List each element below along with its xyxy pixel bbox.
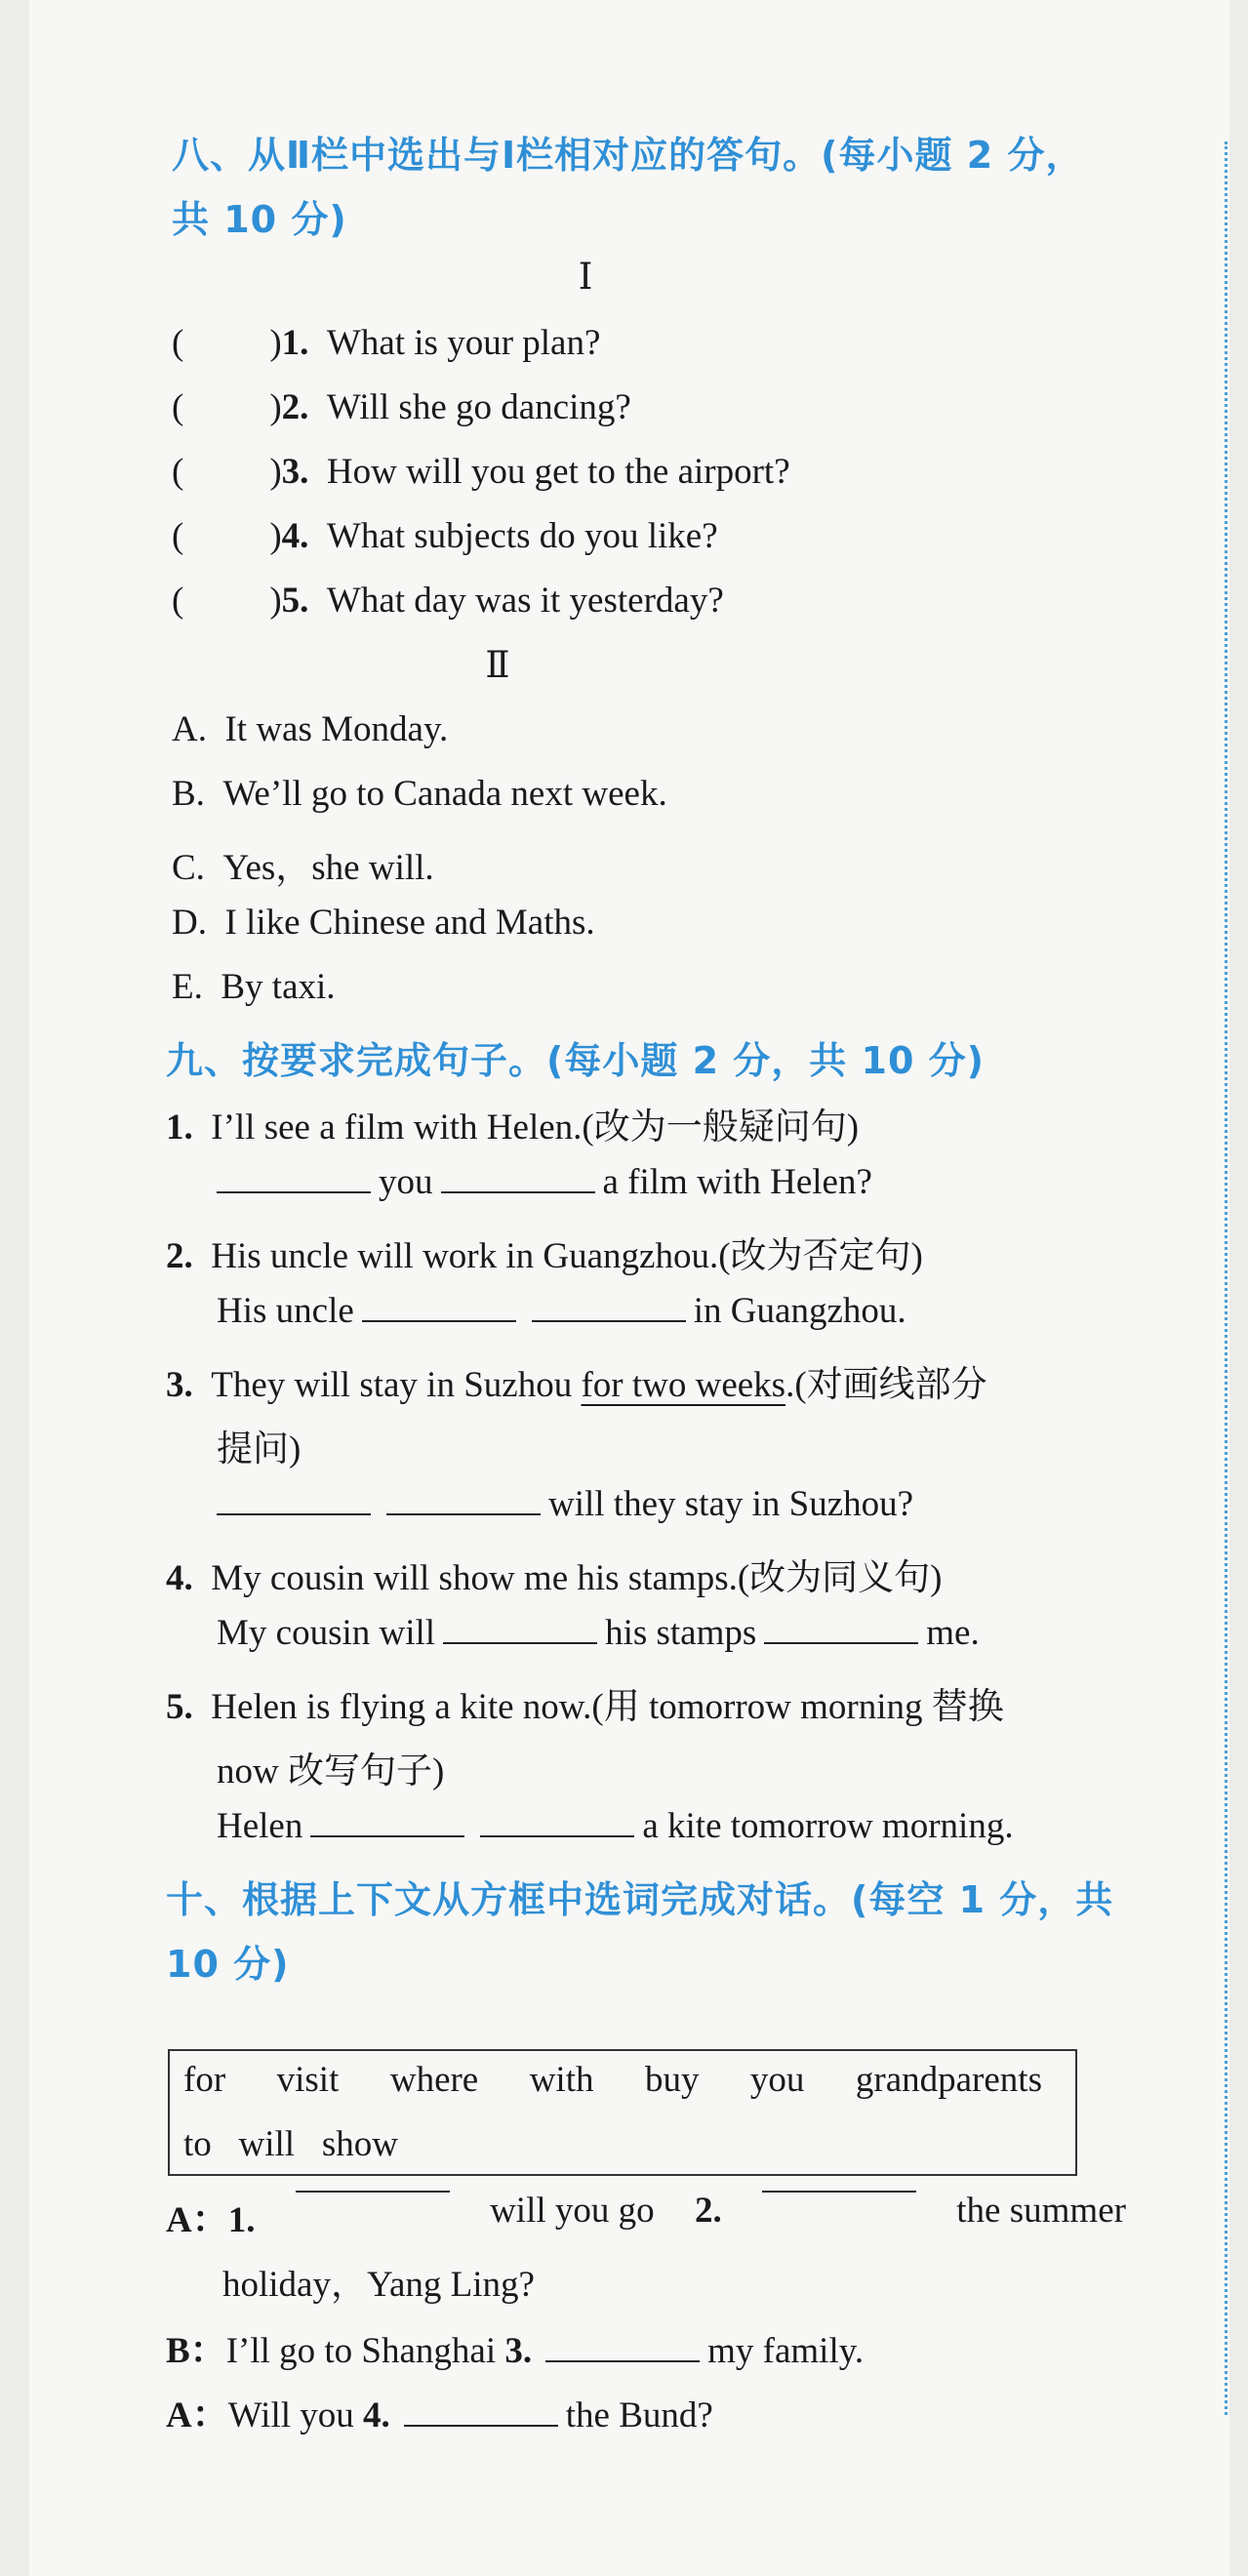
word-bank-row-2: [183, 2123, 398, 2165]
question-number: 5.: [281, 581, 309, 621]
dialogue-line-1: [166, 2190, 1126, 2242]
question-row-5: ( )5. What day was it yesterday?: [172, 581, 724, 621]
answer-line-text: a film with Helen?: [602, 1162, 872, 1202]
word-bank-word: where: [389, 2060, 479, 2100]
task-text: My cousin will show me his stamps.(改为同义句): [211, 1558, 943, 1598]
margin-dotted-line: [1225, 141, 1228, 2415]
dialogue-line-2: [166, 2320, 864, 2373]
answer-text: I like Chinese and Maths.: [224, 903, 595, 943]
task-number: 2.: [166, 1236, 193, 1276]
answer-line-text: His uncle: [217, 1291, 354, 1331]
task-2-answer-line: [217, 1290, 906, 1332]
question-text: What subjects do you like?: [326, 516, 718, 556]
task-text: I’ll see a film with Helen.(改为一般疑问句): [211, 1107, 860, 1147]
blank-number: 4.: [363, 2395, 390, 2435]
section10-title-line2: 10 分): [166, 1943, 290, 1986]
question-row-3: ( )3. How will you get to the airport?: [172, 452, 790, 492]
answer-text: It was Monday.: [224, 709, 449, 749]
answer-letter: E.: [172, 967, 203, 1007]
answer-blank[interactable]: [310, 1834, 464, 1837]
task-number: 1.: [166, 1107, 193, 1147]
answer-blank[interactable]: [386, 1512, 541, 1515]
task-1-prompt: [166, 1097, 859, 1149]
answer-blank[interactable]: [762, 2190, 916, 2193]
answer-line-text: his stamps: [605, 1613, 757, 1653]
answer-blank[interactable]: [441, 1190, 595, 1193]
dialogue-text: the Bund?: [565, 2395, 713, 2435]
dialogue-text: my family.: [707, 2331, 865, 2371]
word-bank-word: grandparents: [855, 2060, 1042, 2100]
question-row-1: ( )1. What is your plan?: [172, 323, 601, 363]
answer-line-text: in Guangzhou.: [693, 1291, 906, 1331]
answer-blank[interactable]: [764, 1641, 918, 1644]
answer-line-text: a kite tomorrow morning.: [642, 1806, 1014, 1846]
question-text: What day was it yesterday?: [326, 581, 724, 621]
question-number: 4.: [281, 516, 309, 556]
answer-line-text: me.: [926, 1613, 980, 1653]
blank-number: 3.: [504, 2331, 533, 2371]
answer-line-text: will they stay in Suzhou?: [548, 1484, 914, 1524]
dialogue-text: the summer: [956, 2191, 1126, 2231]
word-bank-word: buy: [644, 2060, 700, 2100]
word-bank-word: will: [238, 2124, 296, 2164]
task-3-prompt: [166, 1354, 987, 1407]
answer-blank[interactable]: [480, 1834, 634, 1837]
word-bank-word: with: [529, 2060, 594, 2100]
word-bank-word: visit: [276, 2060, 340, 2100]
section8-title-line2: 共 10 分): [172, 198, 347, 241]
answer-letter: C.: [172, 848, 205, 888]
task-5-answer-line: [217, 1805, 1014, 1847]
answer-line-text: Helen: [217, 1806, 303, 1846]
speaker-label: A：: [166, 2395, 228, 2435]
answer-line-text: My cousin will: [217, 1613, 436, 1653]
dialogue-text: I’ll go to Shanghai: [225, 2331, 497, 2371]
question-text: Will she go dancing?: [326, 387, 631, 427]
answer-option-e: [172, 966, 336, 1008]
word-bank-word: to: [183, 2124, 212, 2164]
dialogue-text: Will you: [227, 2395, 354, 2435]
task-1-answer-line: [217, 1161, 872, 1203]
task-number: 3.: [166, 1365, 193, 1405]
task-5-prompt-continued: now 改写句子): [217, 1751, 445, 1791]
task-text: .(对画线部分: [785, 1365, 987, 1405]
task-3-answer-line: [217, 1483, 913, 1525]
speaker-label: B：: [166, 2331, 226, 2371]
question-row-2: ( )2. Will she go dancing?: [172, 387, 631, 427]
question-number: 1.: [281, 323, 309, 363]
answer-blank[interactable]: [532, 1319, 686, 1322]
question-number: 2.: [281, 387, 309, 427]
section8-title-line1: 八、从Ⅱ栏中选出与Ⅰ栏相对应的答句。(每小题 2 分，: [172, 134, 1084, 177]
task-text: His uncle will work in Guangzhou.(改为否定句): [211, 1236, 923, 1276]
answer-blank[interactable]: [404, 2424, 558, 2427]
task-number: 5.: [166, 1687, 193, 1727]
answer-line-text: you: [379, 1162, 433, 1202]
answer-letter: A.: [172, 709, 207, 749]
column-1-label: Ⅰ: [578, 258, 593, 298]
word-bank-word: for: [183, 2060, 226, 2100]
answer-option-d: [172, 902, 595, 944]
task-text: They will stay in Suzhou: [211, 1365, 582, 1405]
answer-letter: B.: [172, 774, 205, 814]
speaker-label: A：: [166, 2200, 228, 2240]
word-bank-word: show: [321, 2124, 398, 2164]
task-3-prompt-continued: 提问): [217, 1429, 302, 1469]
dialogue-text: will you go: [490, 2191, 655, 2231]
answer-blank[interactable]: [217, 1190, 371, 1193]
blank-number: 2.: [694, 2191, 722, 2231]
answer-blank[interactable]: [362, 1319, 516, 1322]
section10-title-line1: 十、根据上下文从方框中选词完成对话。(每空 1 分，共: [166, 1878, 1114, 1921]
answer-blank[interactable]: [296, 2190, 450, 2193]
question-text: How will you get to the airport?: [326, 452, 790, 492]
answer-letter: D.: [172, 903, 207, 943]
blank-number: 1.: [227, 2200, 256, 2240]
dialogue-line-1-continued: holiday，Yang Ling?: [222, 2265, 535, 2305]
section9-title: 九、按要求完成句子。(每小题 2 分，共 10 分): [166, 1039, 985, 1082]
column-2-label: Ⅱ: [485, 646, 510, 686]
word-bank-row-1: [183, 2059, 1042, 2101]
answer-option-c: [172, 837, 434, 890]
task-text: Helen is flying a kite now.(用 tomorrow morning 替换: [211, 1687, 1004, 1727]
task-2-prompt: [166, 1226, 923, 1278]
question-row-4: ( )4. What subjects do you like?: [172, 516, 718, 556]
task-number: 4.: [166, 1558, 193, 1598]
answer-text: By taxi.: [221, 967, 336, 1007]
task-5-prompt: [166, 1676, 1004, 1729]
answer-option-b: [172, 773, 667, 815]
task-4-prompt: [166, 1548, 942, 1600]
question-text: What is your plan?: [326, 323, 601, 363]
answer-blank[interactable]: [443, 1641, 597, 1644]
answer-blank[interactable]: [217, 1512, 371, 1515]
answer-text: We’ll go to Canada next week.: [222, 774, 667, 814]
answer-blank[interactable]: [545, 2359, 700, 2362]
answer-text: Yes，she will.: [222, 848, 434, 888]
question-number: 3.: [281, 452, 309, 492]
task-4-answer-line: [217, 1612, 980, 1654]
word-bank-word: you: [749, 2060, 805, 2100]
dialogue-line-3: [166, 2385, 713, 2437]
answer-option-a: [172, 708, 448, 750]
underlined-phrase: for two weeks: [581, 1365, 786, 1405]
